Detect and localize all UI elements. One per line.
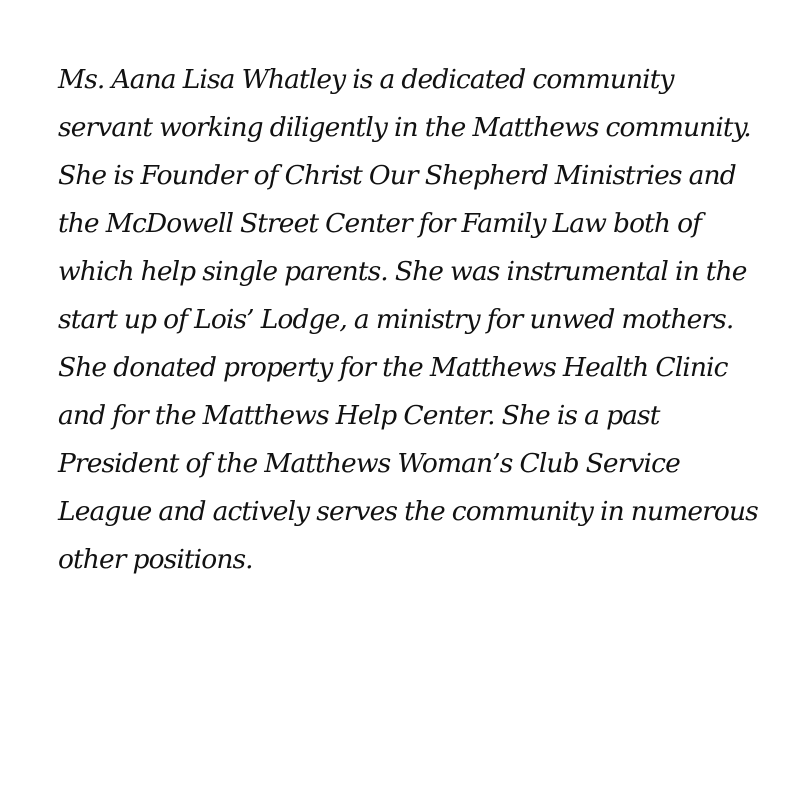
bio-line: the McDowell Street Center for Family Law both of — [58, 208, 702, 239]
bio-line: She donated property for the Matthews Health Clinic — [58, 352, 728, 383]
bio-line: servant working diligently in the Matthews community. — [58, 112, 751, 143]
bio-paragraph — [58, 61, 758, 589]
bio-line: and for the Matthews Help Center. She is a past — [58, 400, 660, 431]
bio-line: other positions. — [58, 544, 253, 575]
bio-line: She is Founder of Christ Our Shepherd Ministries and — [58, 160, 736, 191]
bio-line: Ms. Aana Lisa Whatley is a dedicated community — [58, 64, 674, 95]
bio-line: start up of Lois’ Lodge, a ministry for unwed mothers. — [58, 304, 734, 335]
bio-line: League and actively serves the community in numerous — [58, 496, 758, 527]
bio-line: President of the Matthews Woman’s Club Service — [58, 448, 680, 479]
bio-line: which help single parents. She was instrumental in the — [58, 256, 747, 287]
